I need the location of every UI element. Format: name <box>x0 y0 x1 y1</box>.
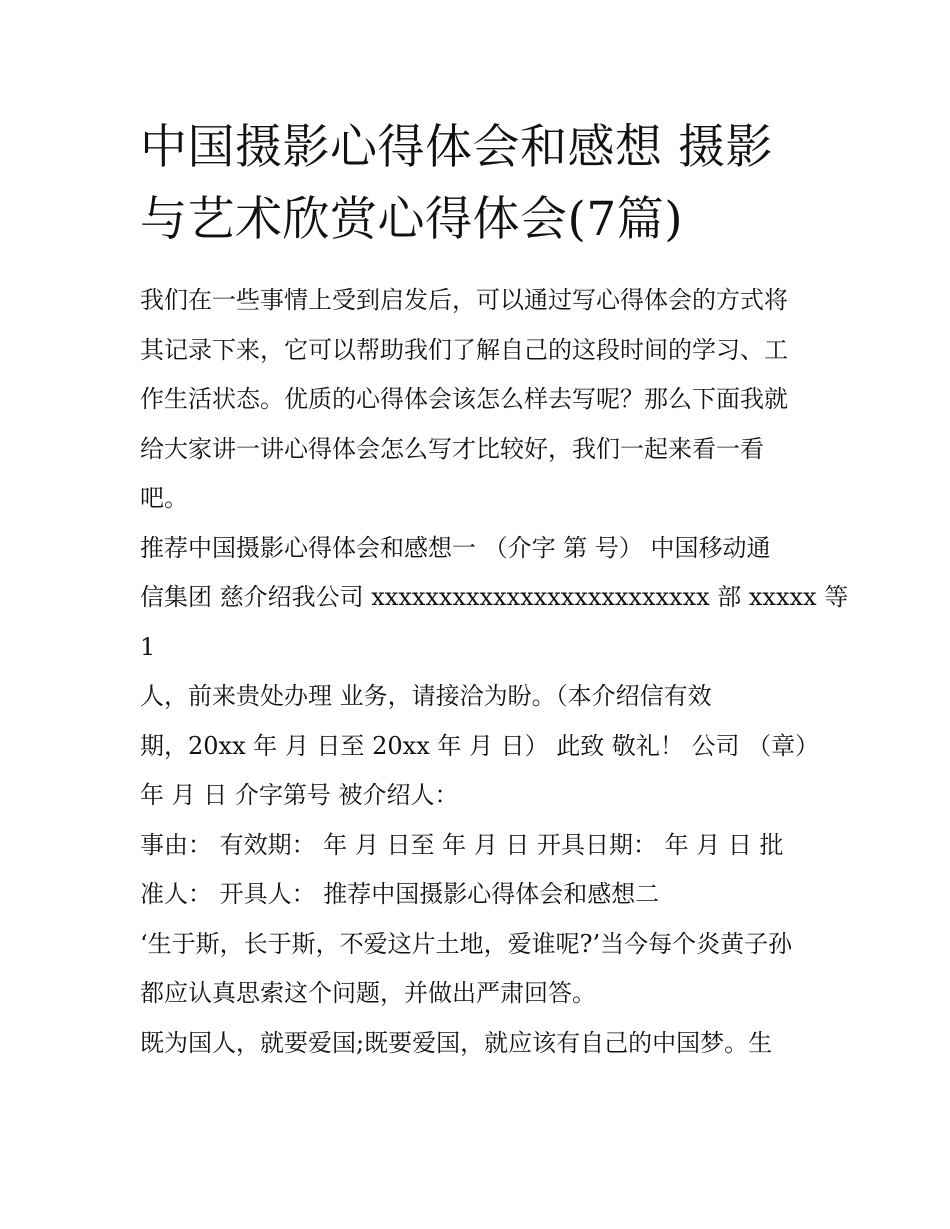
document-title <box>140 112 830 256</box>
document-body <box>140 276 849 1068</box>
body-line: 事由： 有效期： 年 月 日至 年 月 日 开具日期： 年 月 日 批 <box>140 830 784 859</box>
body-line: ‘生于斯，长于斯，不爱这片土地，爱谁呢?’当今每个炎黄子孙 <box>140 929 793 958</box>
page-number: 1 <box>140 632 156 661</box>
body-line: 作生活状态。优质的心得体会该怎么样去写呢？那么下面我就 <box>140 385 788 413</box>
body-line: 给大家讲一讲心得体会怎么写才比较好，我们一起来看一看 <box>140 434 764 463</box>
body-line: 我们在一些事情上受到启发后，可以通过写心得体会的方式将 <box>140 286 788 314</box>
title-line: 与艺术欣赏心得体会(7篇) <box>140 192 684 247</box>
body-line: 年 月 日 介字第号 被介绍人： <box>140 781 459 809</box>
body-line: 人，前来贵处办理 业务，请接洽为盼。（本介绍信有效 <box>140 682 712 710</box>
body-line: 信集团 慈介绍我公司 xxxxxxxxxxxxxxxxxxxxxxxxx 部 xxxxx 等 <box>140 583 849 611</box>
body-line: 吧。 <box>140 484 188 512</box>
body-line: 推荐中国摄影心得体会和感想一 （介字 第 号） 中国移动通 <box>140 533 771 562</box>
body-line: 既为国人，就要爱国;既要爱国，就应该有自己的中国梦。生 <box>140 1028 773 1057</box>
body-line: 准人： 开具人： 推荐中国摄影心得体会和感想二 <box>140 880 660 908</box>
body-line: 都应认真思索这个问题，并做出严肃回答。 <box>140 979 596 1007</box>
body-line: 其记录下来，它可以帮助我们了解自己的这段时间的学习、工 <box>140 335 788 364</box>
title-line: 中国摄影心得体会和感想 摄影 <box>140 120 773 175</box>
body-line: 期，20xx 年 月 日至 20xx 年 月 日） 此致 敬礼！ 公司 （章） <box>140 731 820 760</box>
